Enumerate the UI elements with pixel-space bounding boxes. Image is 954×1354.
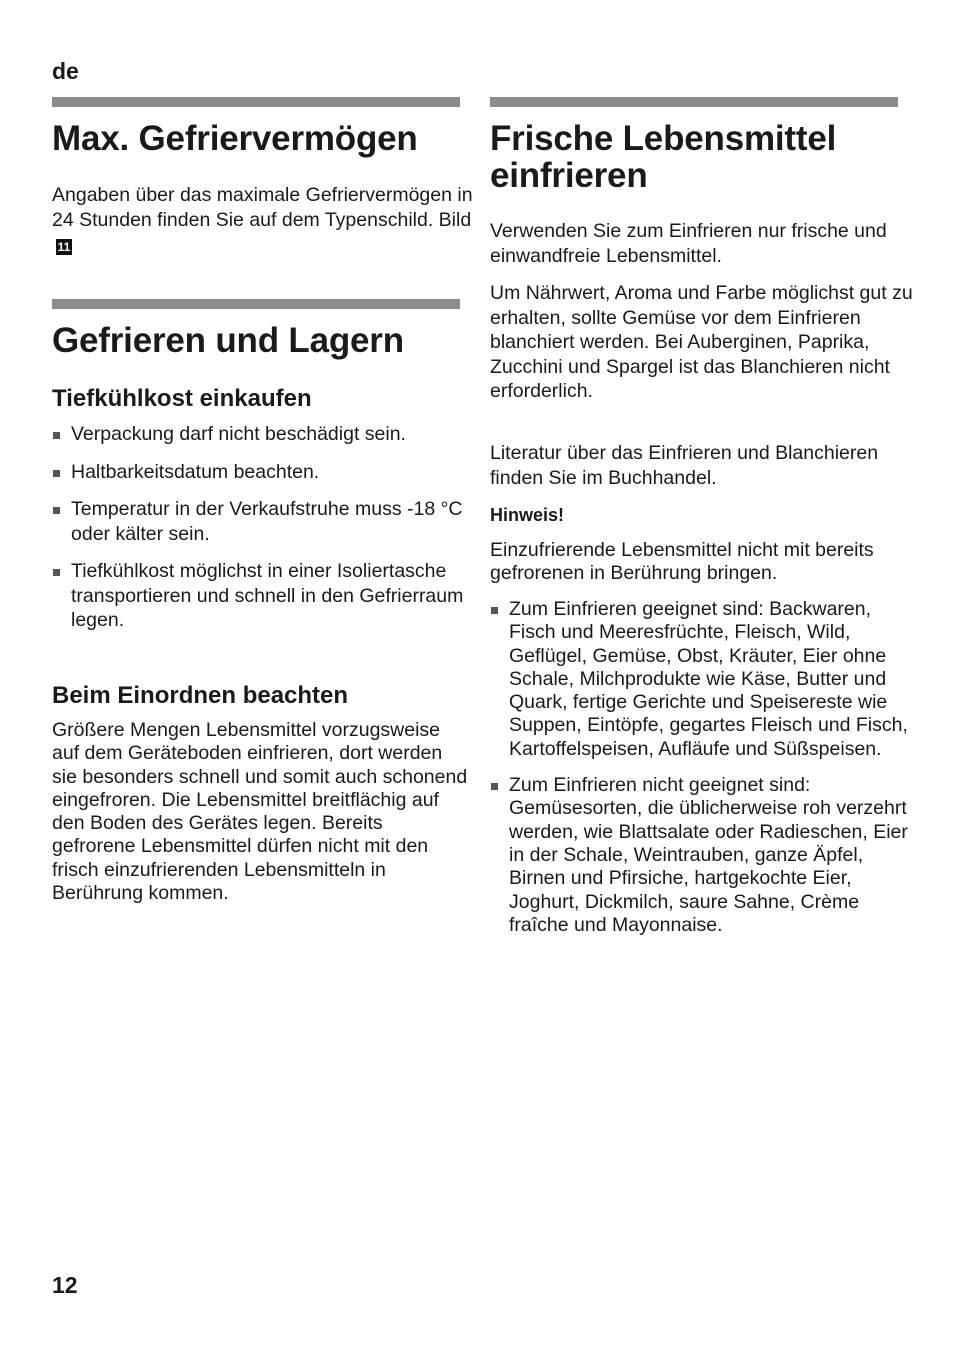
bullet-icon [491,783,498,790]
bullet-icon [53,470,60,477]
section-rule [52,299,460,309]
buying-list [52,422,472,633]
section-title-freezing-storage: Gefrieren und Lagern [52,321,404,360]
list-item: Temperatur in der Verkaufstruhe muss -18 °C oder kälter sein. [52,497,472,546]
fresh-food-paragraph-1: Verwenden Sie zum Einfrieren nur frische und einwandfreie Lebensmittel. [490,220,887,267]
max-freezing-text-body: Angaben über das maximale Gefriervermögen in 24 Stunden finden Sie auf dem Typenschild. Bild [52,184,473,231]
section-title-fresh-food: Frische Lebensmittel einfrieren [490,119,837,195]
section-rule [52,97,460,107]
note-text: Einzufrierende Lebensmittel nicht mit bereits gefrorenen in Berührung bringen. [490,539,874,585]
section-rule [490,97,898,107]
list-item: Haltbarkeitsdatum beachten. [52,460,472,485]
subsection-title-sorting: Beim Einordnen beachten [52,682,349,709]
list-item: Zum Einfrieren nicht geeignet sind: Gemüsesorten, die üblicherweise roh verzehrt werden, wie Blattsalate oder Radieschen, Eier in der Schale, Weintrauben, ganze Äpfel, Birnen und Pfirsiche, hartgekochte Eier, Joghurt, Dickmilch, saure Sahne, Crème fraîche und Mayonnaise. [490,774,910,937]
suitability-list [490,598,910,937]
figure-reference-icon: 11 [57,240,71,254]
fresh-food-paragraph-3: Literatur über das Einfrieren und Blanchieren finden Sie im Buchhandel. [490,442,879,489]
bullet-icon [53,432,60,439]
bullet-icon [53,507,60,514]
bullet-icon [53,569,60,576]
language-label: de [52,58,79,84]
list-item: Verpackung darf nicht beschädigt sein. [52,422,472,447]
fresh-food-paragraph-2: Um Nährwert, Aroma und Farbe möglichst gut zu erhalten, sollte Gemüse vor dem Einfrieren blanchiert werden. Bei Auberginen, Paprika, Zucchini und Spargel ist das Blanchieren nicht erforderlich. [490,282,913,402]
note-label: Hinweis! [490,505,565,525]
max-freezing-text [52,183,480,257]
list-item: Zum Einfrieren geeignet sind: Backwaren, Fisch und Meeresfrüchte, Fleisch, Wild, Geflügel, Gemüse, Obst, Kräuter, Eier ohne Schale, Milchprodukte wie Käse, Butter und Quark, fertige Gerichte und Speisereste wie Suppen, Eintöpfe, gegartes Fleisch und Fisch, Kartoffelspeisen, Aufläufe und Süßspeisen. [490,598,910,761]
list-item: Tiefkühlkost möglichst in einer Isoliertasche transportieren und schnell in den Gefrierraum legen. [52,559,472,633]
page-number: 12 [52,1272,78,1298]
sorting-text: Größere Mengen Lebensmittel vorzugsweise auf dem Geräteboden einfrieren, dort werden sie besonders schnell und somit auch schonend eingefroren. Die Lebensmittel breitflächig auf den Boden des Gerätes legen. Bereits gefrorene Lebensmittel dürfen nicht mit den frisch einzufrierenden Lebensmitteln in Berührung kommen. [52,719,468,905]
bullet-icon [491,607,498,614]
subsection-title-buying: Tiefkühlkost einkaufen [52,385,312,412]
section-title-max-freezing: Max. Gefriervermögen [52,119,418,158]
